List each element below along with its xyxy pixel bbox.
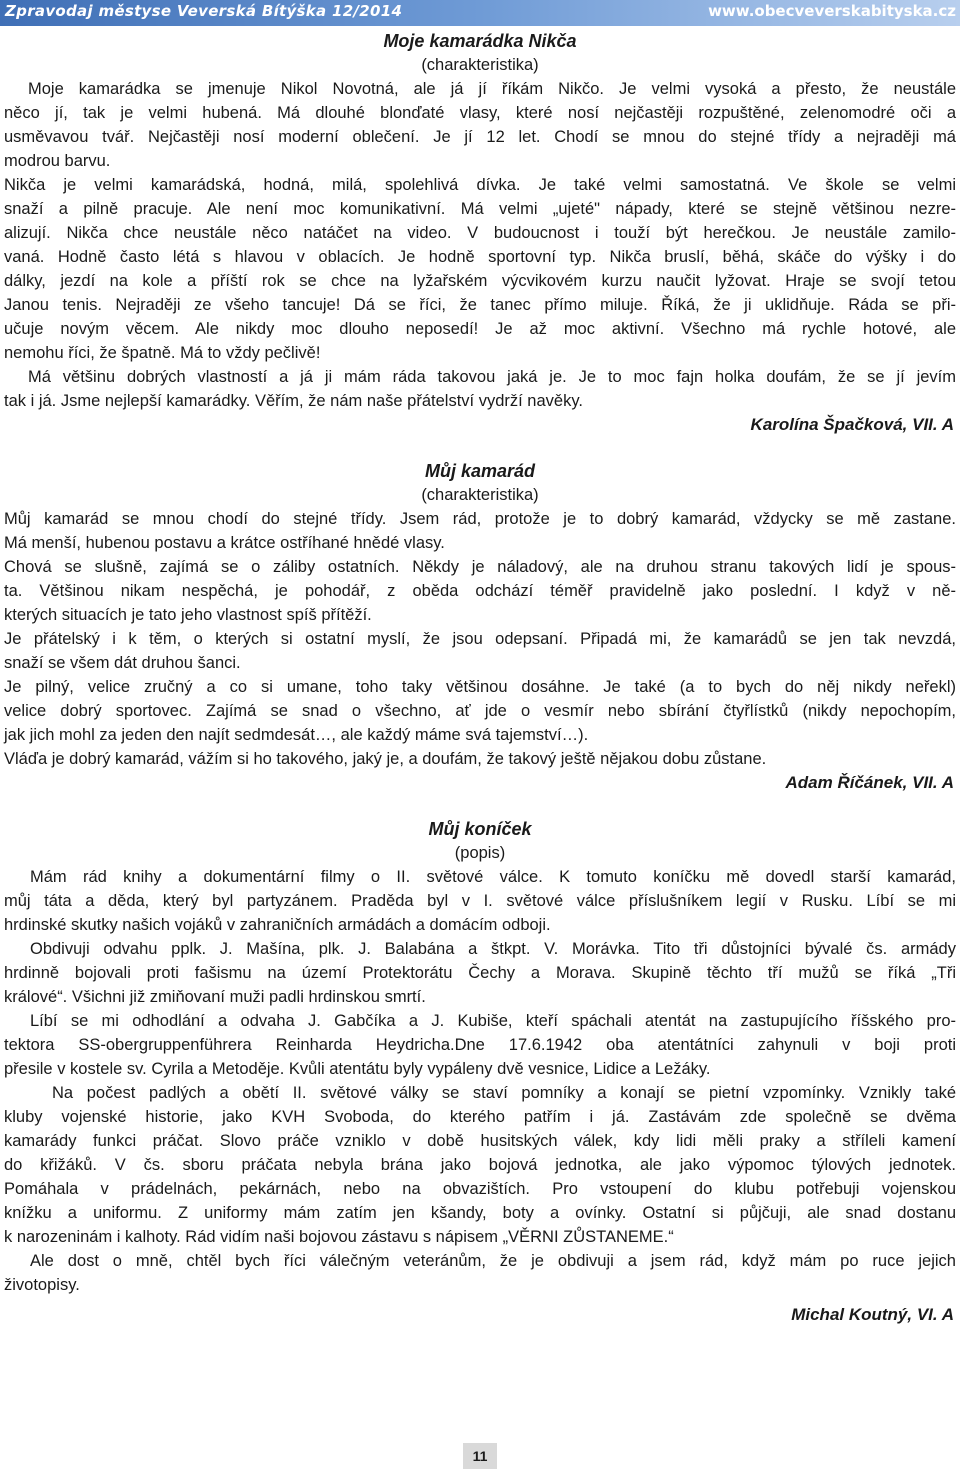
paragraph-line: kterých situacích je tato jeho vlastnost spíš přítěží.: [4, 606, 372, 624]
article-nikca: [4, 29, 956, 437]
paragraph-line: alizují. Nikča chce neustále něco natáčet na video. V budoucnost i touží být herečkou. Je neustále zamilo-: [4, 224, 956, 242]
paragraph-line: můj táta a děda, který byl partyzánem. Praděda byl v I. světové válce příslušníkem legií v Rusku. Líbí se mi: [4, 892, 956, 910]
paragraph-line: Mám rád knihy a dokumentární filmy o II. světové válce. K tomuto koníčku mě dovedl starší kamarád,: [30, 868, 956, 886]
header-bar: [0, 0, 960, 26]
newsletter-title: Zpravodaj městyse Veverská Bítýška 12/2014: [5, 2, 403, 20]
paragraph-line: něco jí, tak je velmi hubená. Má dlouhé blonďaté vlasy, které nosí nejčastěji rozpuštěné, zelenomodré oči a: [4, 104, 956, 122]
paragraph-line: hrdinně bojovali proti fašismu na území Protektorátu Čechy a Morava. Skupině těchto tří mužů se říká „Tři: [4, 964, 956, 982]
paragraph-line: Nikča je velmi kamarádská, hodná, milá, spolehlivá dívka. Je také velmi samostatná. Ve škole se velmi: [4, 176, 956, 194]
paragraph-line: Vláďa je dobrý kamarád, vážím si ho takového, jaký je, a doufám, že takový ještě nějakou dobu zůstane.: [4, 750, 767, 768]
paragraph-line: velice dobrý sportovec. Zajímá se snad o všechno, ať jde o vesmír nebo sbírání čtyřlístků (nikdy nepochopím,: [4, 702, 956, 720]
paragraph-line: kamarády funkci práčat. Slovo práče vzniklo v době husitských válek, kdy lidi měli praky a stříleli kamení: [4, 1132, 956, 1150]
article-title: Moje kamarádka Nikča: [383, 31, 577, 51]
paragraph-line: učuje novým věcem. Ale nikdy moc dlouho neposedí! Je až moc aktivní. Všechno má rychle hotové, ale: [4, 320, 956, 338]
article-muj-konicek: [4, 817, 956, 1327]
paragraph-line: tektora SS-obergruppenführera Reinharda Heydricha.Dne 17.6.1942 oba atentátníci zahynuli v boji proti: [4, 1036, 956, 1054]
paragraph-line: k narozeninám i kalhoty. Rád vidím naši bojovou zástavu s nápisem „VĚRNI ZŮSTANEME.“: [4, 1228, 674, 1246]
paragraph-line: knížku a uniformu. Z uniformy mám zatím jen kšandy, boty a ovínky. Ostatní si půjčuji, ale snad dostanu: [4, 1204, 956, 1222]
paragraph-line: do křižáků. V čs. sboru práčata nebyla brána jako bojová jednotka, ale jako výpomoc týlových jednotek.: [4, 1156, 956, 1174]
paragraph-line: Je pilný, velice zručný a co si umane, toho taky většinou dosáhne. Je také (a to bych do něj nikdy neřekl): [4, 678, 956, 696]
paragraph-line: Můj kamarád se mnou chodí do stejné třídy. Jsem rád, protože je to dobrý kamarád, vždycky se mě zastane.: [4, 510, 956, 528]
paragraph-line: snaží a pilně pracuje. Ale není moc komunikativní. Má velmi „ujeté" nápady, které se stejně většinou nezre-: [4, 200, 956, 218]
paragraph-line: životopisy.: [4, 1276, 80, 1294]
paragraph-line: Janou tenis. Nejraději ze všeho tancuje! Dá se říci, že tanec přímo miluje. Říká, že ji uklidňuje. Ráda se při-: [4, 296, 956, 314]
article-author: Michal Koutný, VI. A: [791, 1305, 954, 1324]
paragraph-line: Pomáhala v prádelnách, pekárnách, nebo na obvazištích. Pro vstoupení do klubu potřebuji vojenskou: [4, 1180, 956, 1198]
paragraph-line: Moje kamarádka se jmenuje Nikol Novotná, ale já jí říkám Nikčo. Je velmi vysoká a přesto, že neustále: [28, 80, 956, 98]
paragraph-line: vaná. Hodně často létá s hlavou v oblacích. Je hodně sportovní typ. Nikča bruslí, běhá, skáče do výšky i do: [4, 248, 956, 266]
paragraph-line: Na počest padlých a obětí II. světové války se staví pomníky a konají se pietní vzpomínky. Vznikly také: [52, 1084, 956, 1102]
paragraph-line: Má menší, hubenou postavu a krátce ostříhané hnědé vlasy.: [4, 534, 445, 552]
paragraph-line: Obdivuji odvahu pplk. J. Mašína, plk. J. Balabána a štkpt. V. Morávka. Tito tři důstojníci bývalé čs. armády: [30, 940, 956, 958]
page-content: [4, 29, 956, 1327]
paragraph-line: modrou barvu.: [4, 152, 111, 170]
paragraph-line: tak i já. Jsme nejlepší kamarádky. Věřím, že nám naše přátelství vydrží navěky.: [4, 392, 583, 410]
paragraph-line: přesile v kostele sv. Cyrila a Metoděje. Kvůli atentátu byly vypáleny dvě vesnice, Lidice a Ležáky.: [4, 1060, 711, 1078]
paragraph-line: hrdinské skutky našich vojáků v zahraničních armádách a domácím odboji.: [4, 916, 551, 934]
paragraph-line: kluby vojenské historie, jako KVH Svoboda, do kterého patřím i já. Zastávám zde společně se dvěma: [4, 1108, 956, 1126]
paragraph-line: Ale dost o mně, chtěl bych říci válečným veteránům, že je obdivuji a jsem rád, když mám po ruce jejich: [30, 1252, 956, 1270]
article-subtitle: (charakteristika): [421, 486, 539, 504]
page-number: 11: [463, 1443, 497, 1469]
article-subtitle: (popis): [454, 844, 506, 862]
paragraph-line: dálky, jezdí na kole a příští rok se chce na lyžařském výcvikovém kurzu naučit lyžovat. Hraje se svojí tetou: [4, 272, 956, 290]
article-title: Můj koníček: [428, 819, 532, 839]
paragraph-line: Líbí se mi odhodlání a odvaha J. Gabčíka a J. Kubiše, kteří spáchali atentát na zastupujícího říšského pro-: [30, 1012, 956, 1030]
article-muj-kamarad: [4, 459, 956, 795]
paragraph-line: králové“. Všichni již zmiňovaní muži padli hrdinskou smrtí.: [4, 988, 426, 1006]
website-link[interactable]: www.obecveverskabityska.cz: [708, 2, 956, 20]
paragraph-line: Má většinu dobrých vlastností a já ji mám ráda takovou jaká je. Je to moc fajn holka doufám, že se jí jevím: [28, 368, 956, 386]
paragraph-line: Chová se slušně, zajímá se o záliby ostatních. Někdy je náladový, ale na druhou stranu takových lidí je spous-: [4, 558, 956, 576]
article-author: Adam Říčánek, VII. A: [785, 773, 954, 792]
paragraph-line: snaží se všem dát druhou šanci.: [4, 654, 241, 672]
paragraph-line: jak jich mohl za jeden den najít sedmdesát…, ale každý máme svá tajemství…).: [4, 726, 589, 744]
paragraph-line: nemohu říci, že špatně. Má to vždy pečlivě!: [4, 344, 321, 362]
article-author: Karolína Špačková, VII. A: [750, 415, 954, 434]
article-subtitle: (charakteristika): [421, 56, 539, 74]
paragraph-line: ta. Většinou nikam nespěchá, je pohodář, z oběda odchází téměř pravidelně jako poslední. I když v ně-: [4, 582, 956, 600]
article-title: Můj kamarád: [424, 461, 536, 481]
paragraph-line: usměvavou tvář. Nejčastěji nosí moderní oblečení. Je jí 12 let. Chodí se mnou do stejné třídy a nejraději má: [4, 128, 956, 146]
paragraph-line: Je přátelský i k těm, o kterých si ostatní myslí, že jsou odepsaní. Připadá mi, že kamarádů se jen tak nevzdá,: [4, 630, 956, 648]
